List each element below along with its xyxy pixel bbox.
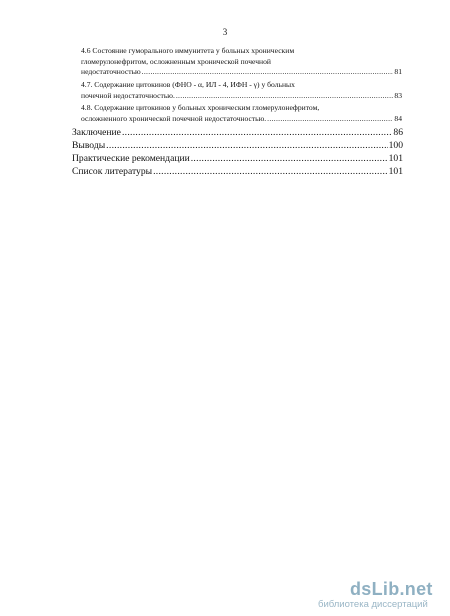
- toc-entry-line: почечной недостаточностью.: [81, 90, 175, 100]
- watermark-title: dsLib.net: [350, 579, 433, 599]
- toc-page-number: 100: [388, 140, 403, 151]
- dot-leader: [191, 153, 388, 165]
- toc-page-number: 101: [388, 153, 403, 164]
- toc-entry-4-6: [81, 46, 402, 78]
- toc-entry-line: осложненного хронической почечной недостаточностью.: [81, 113, 267, 123]
- toc-entry-title: Список литературы: [72, 166, 153, 177]
- dot-leader: [267, 114, 393, 125]
- toc-entry-references: [72, 166, 403, 178]
- toc-entry-findings: [72, 140, 403, 152]
- toc-entry-recommendations: [72, 153, 403, 165]
- toc-entry-4-7: [81, 80, 402, 101]
- toc-entry-title: Выводы: [72, 140, 106, 151]
- watermark-subtitle: библиотека диссертаций: [318, 599, 428, 610]
- toc-entry-conclusion: [72, 127, 403, 139]
- toc-page-number: 84: [394, 113, 402, 123]
- dot-leader: [176, 91, 394, 102]
- page-number: 3: [222, 27, 228, 37]
- toc-entry-title: Заключение: [72, 127, 121, 138]
- toc-entry-line: 4.8. Содержание цитокинов у больных хроническим гломерулонефритом,: [81, 103, 320, 112]
- toc-page-number: 81: [394, 67, 402, 76]
- toc-entry-4-8: [81, 103, 402, 124]
- toc-entry-line: 4.6 Состояние гуморального иммунитета у больных хроническим: [81, 46, 295, 55]
- toc-page-number: 83: [394, 90, 402, 100]
- toc-entry-line: недостаточностью: [81, 67, 141, 76]
- dot-leader: [106, 140, 387, 152]
- site-watermark: [318, 579, 438, 610]
- dot-leader: [153, 166, 388, 178]
- toc-page-number: 101: [388, 166, 403, 177]
- toc-entry-line: 4.7. Содержание цитокинов (ФНО - α, ИЛ - 4, ИФН - γ) у больных: [81, 80, 295, 89]
- dot-leader: [142, 67, 394, 78]
- toc-page-number: 86: [393, 127, 403, 138]
- toc-entry-title: Практические рекомендации: [72, 153, 190, 164]
- dot-leader: [122, 127, 392, 139]
- toc-entry-line: гломерулонефритом, осложненным хронической почечной: [81, 56, 271, 66]
